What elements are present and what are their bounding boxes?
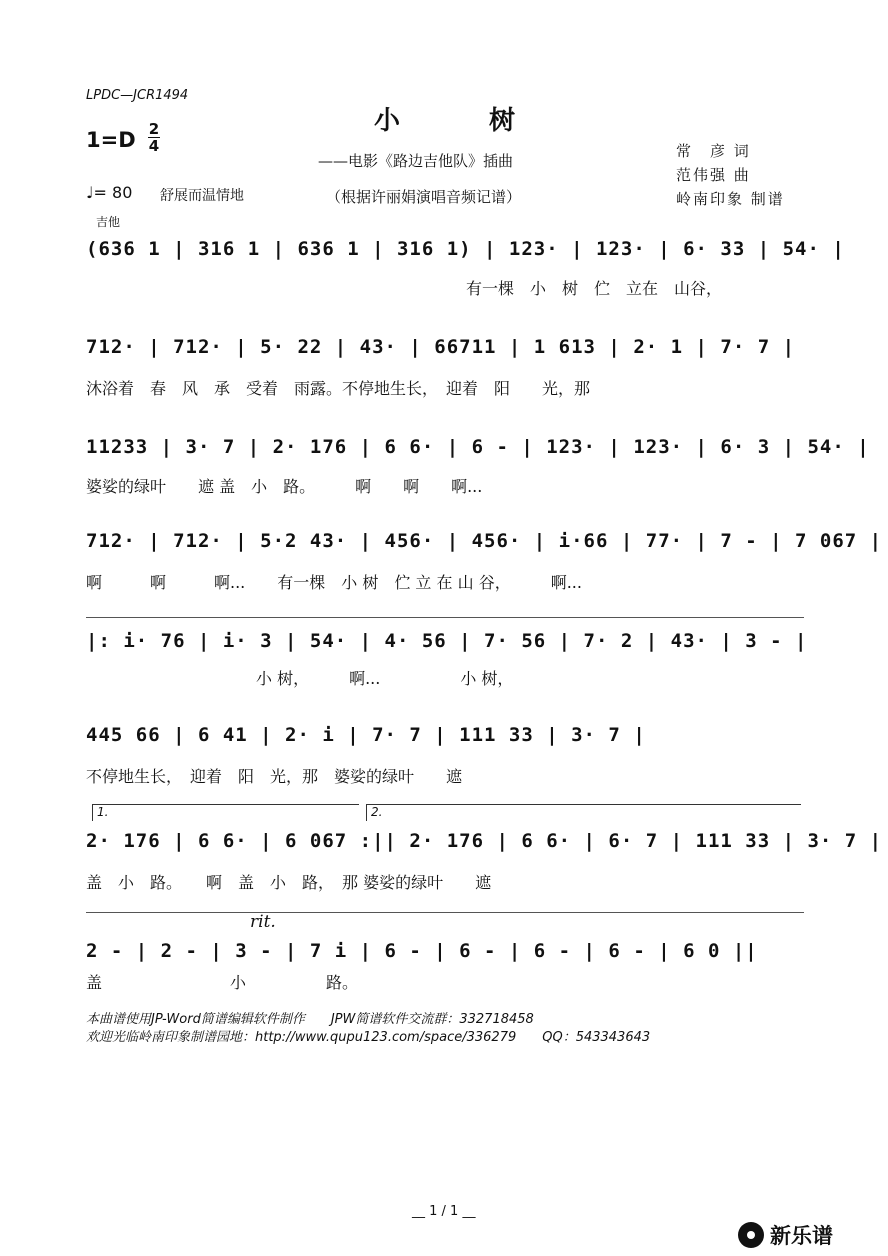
expression-mark: 舒展而温情地 <box>160 188 244 204</box>
instrument-label: 吉他 <box>96 215 121 229</box>
notation-line: 445 66 | 6 41 | 2· i | 7· 7 | 111 33 | 3· 7 | <box>86 724 646 746</box>
lyricist-credit: 常 彦 词 <box>676 142 751 160</box>
time-signature <box>148 122 160 153</box>
composer-credit: 范伟强 曲 <box>676 166 751 184</box>
score-code: LPDC—JCR1494 <box>86 88 189 103</box>
subtitle: ——电影《路边吉他队》插曲 <box>318 152 514 170</box>
lyrics-line: 不停地生长， 迎着 阳 光，那 婆娑的绿叶 遮 <box>86 767 463 786</box>
lyrics-line: 沐浴着 春 风 承 受着 雨露。不停地生长， 迎着 阳 光，那 <box>86 379 591 398</box>
transcription-note: （根据许丽娟演唱音频记谱） <box>326 188 522 206</box>
lyrics-line: 有一棵 小 树 伫 立在 山谷， <box>466 279 723 298</box>
notation-line: |: i· 76 | i· 3 | 54· | 4· 56 | 7· 56 | 7· 2 | 43· | 3 - | <box>86 630 808 652</box>
lyrics-line: 啊 啊 啊... 有一棵 小 树 伫 立 在 山 谷， 啊... <box>86 573 582 592</box>
logo-text: 新乐谱 <box>770 1224 833 1248</box>
lyrics-line: 婆娑的绿叶 遮 盖 小 路。 啊 啊 啊... <box>86 477 483 496</box>
tempo-mark: ♩= 80 <box>86 183 133 202</box>
footer-website: 欢迎光临岭南印象制谱园地：http://www.qupu123.com/space/336279 QQ：543343643 <box>86 1030 651 1045</box>
record-icon <box>738 1222 764 1248</box>
notation-line: 11233 | 3· 7 | 2· 176 | 6 6· | 6 - | 123· | 123· | 6· 3 | 54· | <box>86 436 870 458</box>
page-title: 小 树 <box>374 106 556 136</box>
meter-top: 2 <box>148 120 160 138</box>
lyrics-line: 盖 小 路。 <box>86 973 359 992</box>
volta-1: 1. <box>92 804 359 821</box>
site-logo[interactable] <box>738 1220 833 1250</box>
notation-line: 712· | 712· | 5· 22 | 43· | 66711 | 1 613 | 2· 1 | 7· 7 | <box>86 336 796 358</box>
page-number: __ 1 / 1 __ <box>412 1204 476 1219</box>
volta-2: 2. <box>366 804 801 821</box>
meter-bottom: 4 <box>148 137 160 155</box>
notation-line: 712· | 712· | 5·2 43· | 456· | 456· | i·66 | 77· | 7 - | 7 067 | <box>86 530 883 552</box>
notation-line: (636 1 | 316 1 | 636 1 | 316 1) | 123· | 123· | 6· 33 | 54· | <box>86 238 845 260</box>
notation-line: 2· 176 | 6 6· | 6 067 :|| 2· 176 | 6 6· | 6· 7 | 111 33 | 3· 7 | <box>86 830 883 852</box>
key-signature: 1=D <box>86 128 136 152</box>
lyrics-line: 小 树， 啊... 小 树， <box>256 669 514 688</box>
ritardando-mark: rit. <box>250 912 276 932</box>
lyrics-line: 盖 小 路。 啊 盖 小 路， 那 婆娑的绿叶 遮 <box>86 873 492 892</box>
notation-line: 2 - | 2 - | 3 - | 7 i | 6 - | 6 - | 6 - | 6 - | 6 0 || <box>86 940 758 962</box>
footer-software: 本曲谱使用JP-Word简谱编辑软件制作 JPW简谱软件交流群：332718458 <box>86 1012 534 1027</box>
arranger-credit: 岭南印象 制谱 <box>676 190 785 208</box>
